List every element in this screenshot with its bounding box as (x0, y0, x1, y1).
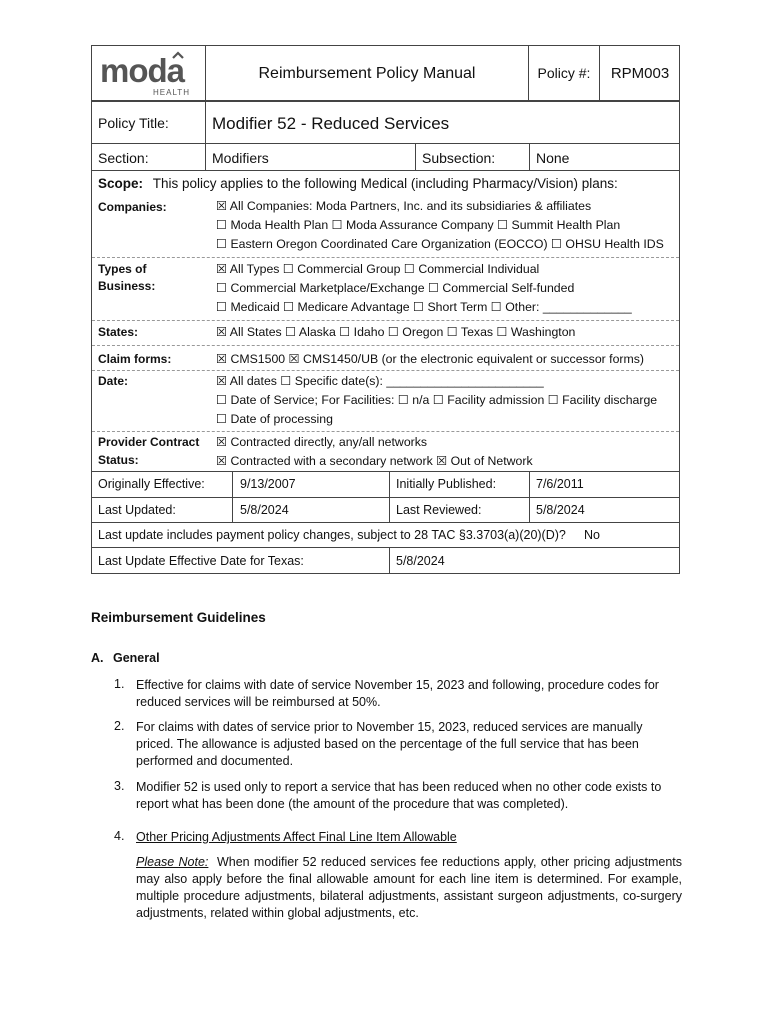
guideline-item-1: Effective for claims with date of service November 15, 2023 and following, procedure codes for reduced services will be reimbursed at 50%. (136, 678, 659, 709)
claim-forms-line: ☒ CMS1500 ☒ CMS1450/UB (or the electronic equivalent or successor forms) (216, 352, 645, 366)
scope-line (98, 176, 618, 191)
policy-number-label: Policy #: (537, 65, 591, 81)
provider-line-1: ☒ Contracted directly, any/all networks (216, 435, 428, 449)
manual-title: Reimbursement Policy Manual (258, 65, 476, 82)
dashed-divider (92, 370, 679, 371)
last-updated-value: 5/8/2024 (240, 503, 289, 517)
scope-label: Scope: (98, 176, 144, 191)
business-label-2: Business: (98, 279, 156, 293)
dashed-divider (92, 320, 679, 321)
policy-number-value: RPM003 (610, 65, 670, 82)
divider (389, 548, 390, 573)
policy-title-value: Modifier 52 - Reduced Services (212, 114, 450, 133)
section-value: Modifiers (212, 150, 269, 166)
dashed-divider (92, 431, 679, 432)
please-note-label: Please Note: (136, 855, 209, 869)
policy-title-row (91, 101, 680, 144)
general-heading: General (113, 651, 160, 665)
provider-label-2: Status: (98, 453, 139, 467)
dashed-divider (92, 345, 679, 346)
date-label: Date: (98, 374, 129, 388)
business-label-1: Types of (98, 262, 147, 276)
last-reviewed-value: 5/8/2024 (536, 503, 585, 517)
moda-logo-graphic (98, 50, 202, 98)
companies-line-3: ☐ Eastern Oregon Coordinated Care Organization (EOCCO) ☐ OHSU Health IDS (216, 237, 664, 251)
divider (205, 102, 206, 143)
business-line-1: ☒ All Types ☐ Commercial Group ☐ Commercial Individual (216, 262, 540, 276)
item-number: 2. (114, 719, 125, 733)
divider (205, 144, 206, 170)
business-line-3: ☐ Medicaid ☐ Medicare Advantage ☐ Short Term ☐ Other: _____________ (216, 300, 632, 314)
companies-line-2: ☐ Moda Health Plan ☐ Moda Assurance Company ☐ Summit Health Plan (216, 218, 621, 232)
tac-answer: No (584, 528, 600, 542)
item-number: 4. (114, 829, 125, 843)
originally-effective-value: 9/13/2007 (240, 477, 296, 491)
initially-published-label: Initially Published: (396, 477, 497, 491)
item-number: 3. (114, 779, 125, 793)
policy-title-label: Policy Title: (98, 115, 169, 131)
section-label: Section: (98, 150, 149, 166)
divider (529, 498, 530, 522)
dates-row-2 (91, 497, 680, 523)
claim-forms-label: Claim forms: (98, 352, 172, 366)
texas-effective-value: 5/8/2024 (396, 554, 445, 568)
divider (232, 498, 233, 522)
tac-row (91, 522, 680, 548)
divider (415, 144, 416, 170)
svg-text:moda: moda (100, 52, 185, 89)
provider-line-2: ☒ Contracted with a secondary network ☒ Out of Network (216, 454, 533, 468)
scope-text: This policy applies to the following Medical (including Pharmacy/Vision) plans: (152, 176, 618, 191)
initially-published-value: 7/6/2011 (536, 477, 584, 491)
divider (529, 144, 530, 170)
last-updated-label: Last Updated: (98, 503, 176, 517)
last-reviewed-label: Last Reviewed: (396, 503, 482, 517)
provider-label-1: Provider Contract (98, 435, 200, 449)
states-line: ☒ All States ☐ Alaska ☐ Idaho ☐ Oregon ☐ Texas ☐ Washington (216, 325, 576, 339)
texas-row (91, 547, 680, 574)
date-line-2: ☐ Date of Service; For Facilities: ☐ n/a ☐ Facility admission ☐ Facility discharge (216, 393, 658, 407)
divider (389, 472, 390, 497)
dashed-divider (92, 257, 679, 258)
header-box (91, 45, 680, 101)
guideline-item-4: Other Pricing Adjustments Affect Final Line Item Allowable (136, 830, 457, 844)
guidelines-heading: Reimbursement Guidelines (91, 610, 266, 625)
guideline-item-3: Modifier 52 is used only to report a service that has been reduced when no other code exists to report what has been done (the amount of the procedure that was completed). (136, 780, 662, 811)
section-row (91, 143, 680, 171)
originally-effective-label: Originally Effective: (98, 477, 205, 491)
date-line-1: ☒ All dates ☐ Specific date(s): _______________________ (216, 374, 544, 388)
business-line-2: ☐ Commercial Marketplace/Exchange ☐ Commercial Self-funded (216, 281, 575, 295)
dates-row-1 (91, 471, 680, 498)
please-note-paragraph (136, 854, 682, 922)
states-label: States: (98, 325, 139, 339)
subsection-label: Subsection: (422, 150, 496, 166)
companies-line-1: ☒ All Companies: Moda Partners, Inc. and its subsidiaries & affiliates (216, 199, 592, 213)
guideline-item-2: For claims with dates of service prior to November 15, 2023, reduced services are manually priced. The allowance is adjusted based on the percentage of the full service that has been performed and documented. (136, 720, 643, 768)
companies-label: Companies: (98, 200, 167, 214)
item-number: 1. (114, 677, 125, 691)
subsection-value: None (536, 150, 570, 166)
divider (232, 472, 233, 497)
svg-text:HEALTH: HEALTH (153, 88, 190, 97)
scope-box (91, 170, 680, 473)
divider (389, 498, 390, 522)
general-letter: A. (91, 651, 104, 665)
moda-health-logo (98, 50, 202, 98)
please-note-text: When modifier 52 reduced services fee reductions apply, other pricing adjustments may also apply before the final allowable amount for each line item is determined. For example, multiple procedure adjustments, bilateral adjustments, assistant surgeon adjustments, co-surgery adjustments, related within global adjustments, etc. (136, 855, 683, 920)
texas-effective-label: Last Update Effective Date for Texas: (98, 554, 304, 568)
divider (529, 472, 530, 497)
date-line-3: ☐ Date of processing (216, 412, 333, 426)
tac-question: Last update includes payment policy changes, subject to 28 TAC §3.3703(a)(20)(D)? (98, 528, 566, 542)
